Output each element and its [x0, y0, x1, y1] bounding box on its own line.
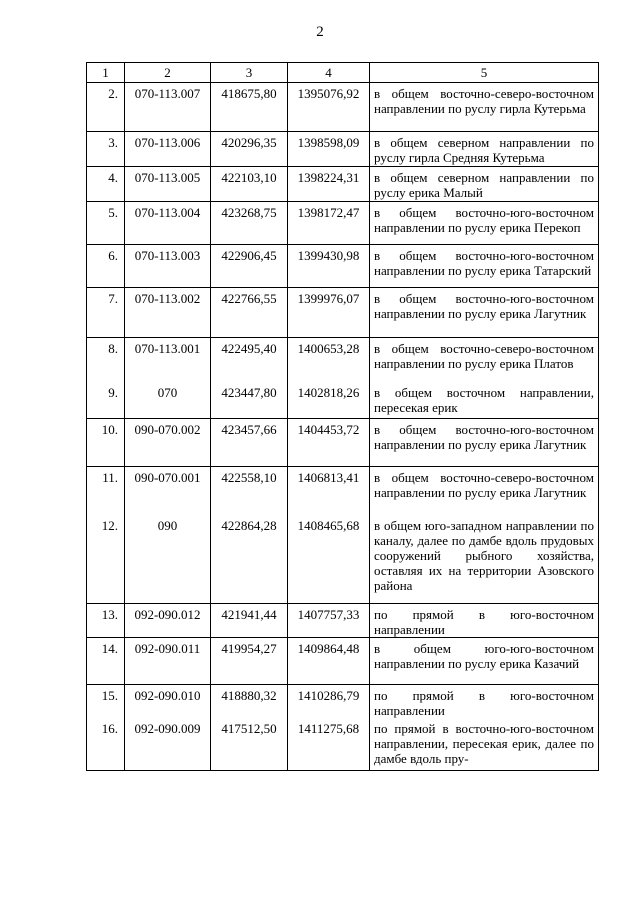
row-number: 15.: [87, 685, 125, 719]
row-number: 11.: [87, 467, 125, 516]
row-number: 16.: [87, 718, 125, 771]
boundary-description: в общем восточном направлении, пересекая ерик: [370, 382, 599, 419]
point-code: 070-113.001: [125, 338, 211, 383]
boundary-coordinates-table: [86, 62, 599, 771]
table-row: [87, 604, 599, 638]
table-row: [87, 382, 599, 419]
point-code: 070-113.007: [125, 83, 211, 132]
coordinate-x: 422495,40: [211, 338, 288, 383]
coordinate-y: 1399976,07: [288, 288, 370, 338]
coordinate-x: 422906,45: [211, 245, 288, 288]
point-code: 070: [125, 382, 211, 419]
table-row: [87, 515, 599, 604]
table-row: [87, 132, 599, 167]
boundary-description: в общем восточно-юго-восточном направлении по руслу ерика Лагутник: [370, 419, 599, 467]
point-code: 090-070.001: [125, 467, 211, 516]
row-number: 12.: [87, 515, 125, 604]
coordinate-y: 1404453,72: [288, 419, 370, 467]
boundary-description: по прямой в юго-восточном направлении: [370, 685, 599, 719]
boundary-description: в общем юго-юго-восточном направлении по руслу ерика Казачий: [370, 638, 599, 685]
coordinate-x: 422766,55: [211, 288, 288, 338]
header-cell: 2: [125, 63, 211, 83]
row-number: 3.: [87, 132, 125, 167]
coordinate-y: 1399430,98: [288, 245, 370, 288]
table-row: [87, 718, 599, 771]
point-code: 092-090.011: [125, 638, 211, 685]
row-number: 8.: [87, 338, 125, 383]
header-cell: 3: [211, 63, 288, 83]
coordinate-y: 1402818,26: [288, 382, 370, 419]
coordinate-x: 422864,28: [211, 515, 288, 604]
boundary-description: в общем северном направлении по руслу ерика Малый: [370, 167, 599, 202]
table-row: [87, 202, 599, 245]
table-row: [87, 467, 599, 516]
point-code: 090-070.002: [125, 419, 211, 467]
row-number: 5.: [87, 202, 125, 245]
page-number: 2: [316, 24, 324, 40]
table-row: [87, 167, 599, 202]
point-code: 070-113.005: [125, 167, 211, 202]
coordinate-y: 1395076,92: [288, 83, 370, 132]
table-row: [87, 83, 599, 132]
header-cell: 5: [370, 63, 599, 83]
coordinate-x: 418880,32: [211, 685, 288, 719]
coordinate-x: 422558,10: [211, 467, 288, 516]
boundary-description: в общем восточно-юго-восточном направлении по руслу ерика Татарский: [370, 245, 599, 288]
table-row: [87, 245, 599, 288]
coordinate-y: 1410286,79: [288, 685, 370, 719]
point-code: 092-090.010: [125, 685, 211, 719]
header-cell: 1: [87, 63, 125, 83]
table-row: [87, 288, 599, 338]
table-row: [87, 638, 599, 685]
point-code: 070-113.003: [125, 245, 211, 288]
coordinate-x: 423447,80: [211, 382, 288, 419]
coordinate-y: 1400653,28: [288, 338, 370, 383]
coordinate-x: 421941,44: [211, 604, 288, 638]
boundary-description: в общем восточно-северо-восточном направлении по руслу ерика Лагутник: [370, 467, 599, 516]
coordinate-y: 1398224,31: [288, 167, 370, 202]
coordinate-y: 1406813,41: [288, 467, 370, 516]
point-code: 090: [125, 515, 211, 604]
row-number: 9.: [87, 382, 125, 419]
boundary-description: в общем восточно-юго-восточном направлении по руслу ерика Перекоп: [370, 202, 599, 245]
coordinate-x: 419954,27: [211, 638, 288, 685]
point-code: 070-113.002: [125, 288, 211, 338]
coordinate-y: 1398598,09: [288, 132, 370, 167]
row-number: 7.: [87, 288, 125, 338]
table-row: [87, 338, 599, 383]
boundary-description: в общем восточно-северо-восточном направлении по руслу ерика Платов: [370, 338, 599, 383]
coordinate-y: 1407757,33: [288, 604, 370, 638]
coordinate-y: 1408465,68: [288, 515, 370, 604]
coordinate-x: 423457,66: [211, 419, 288, 467]
row-number: 2.: [87, 83, 125, 132]
point-code: 092-090.012: [125, 604, 211, 638]
coordinate-y: 1411275,68: [288, 718, 370, 771]
point-code: 092-090.009: [125, 718, 211, 771]
coordinate-x: 417512,50: [211, 718, 288, 771]
coordinate-x: 423268,75: [211, 202, 288, 245]
table-row: [87, 419, 599, 467]
row-number: 14.: [87, 638, 125, 685]
row-number: 13.: [87, 604, 125, 638]
coordinate-x: 420296,35: [211, 132, 288, 167]
row-number: 10.: [87, 419, 125, 467]
coordinate-y: 1409864,48: [288, 638, 370, 685]
coordinate-x: 418675,80: [211, 83, 288, 132]
table-row: [87, 685, 599, 719]
point-code: 070-113.006: [125, 132, 211, 167]
header-cell: 4: [288, 63, 370, 83]
boundary-description: в общем восточно-северо-восточном направлении по руслу гирла Кутерьма: [370, 83, 599, 132]
coordinate-x: 422103,10: [211, 167, 288, 202]
row-number: 6.: [87, 245, 125, 288]
point-code: 070-113.004: [125, 202, 211, 245]
table-body: [87, 83, 599, 771]
row-number: 4.: [87, 167, 125, 202]
boundary-description: в общем восточно-юго-восточном направлении по руслу ерика Лагутник: [370, 288, 599, 338]
coordinate-y: 1398172,47: [288, 202, 370, 245]
boundary-description: по прямой в юго-восточном направлении: [370, 604, 599, 638]
boundary-description: в общем юго-западном направлении по каналу, далее по дамбе вдоль прудовых сооружений рыбного хозяйства, оставляя их на территории Азовского района: [370, 515, 599, 604]
boundary-description: в общем северном направлении по руслу гирла Средняя Кутерьма: [370, 132, 599, 167]
table-header-row: [87, 63, 599, 83]
boundary-description: по прямой в восточно-юго-восточном направлении, пересекая ерик, далее по дамбе вдоль пру-: [370, 718, 599, 771]
